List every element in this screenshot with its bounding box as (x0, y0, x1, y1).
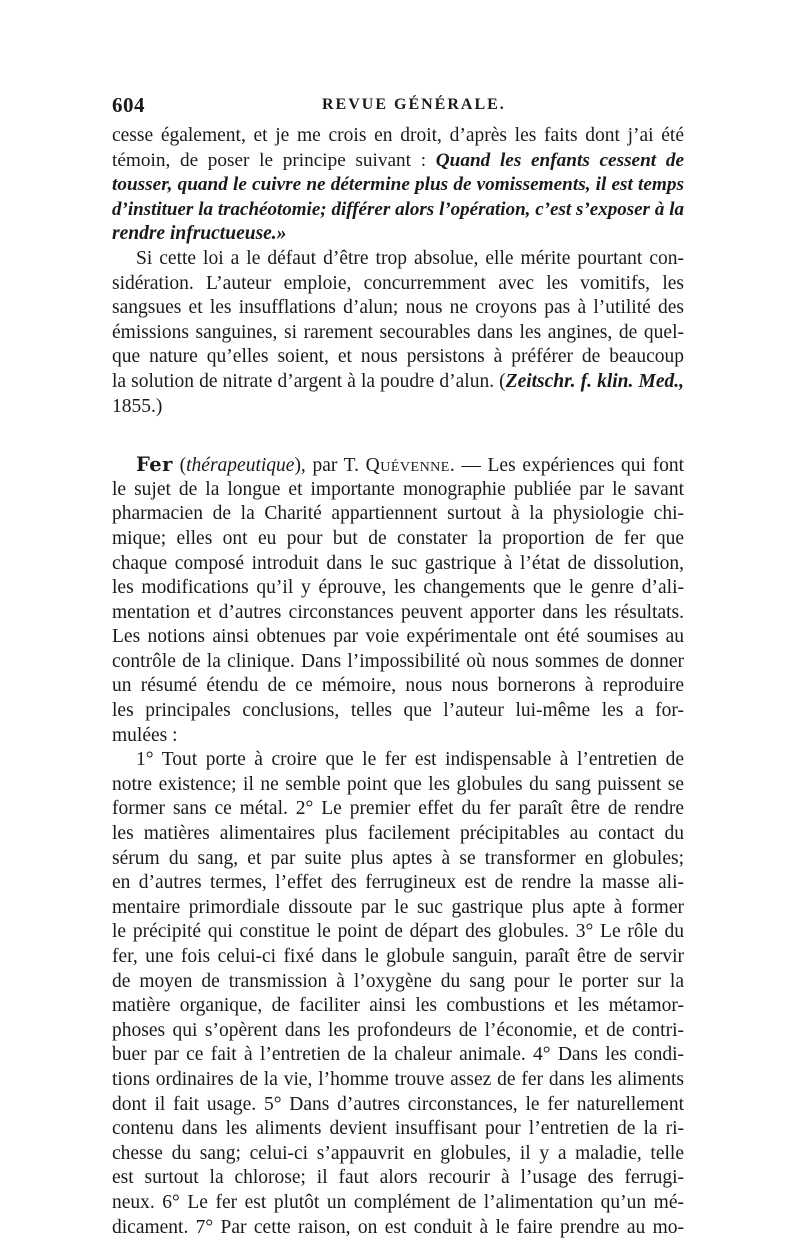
author-name: Quévenne (365, 455, 450, 477)
text-line: le sujet de la longue et importante monographie publiée par le savant (112, 478, 684, 500)
italic-line: d’instituer la trachéotomie; différer alors l’opération, c’est s’exposer à la (112, 198, 684, 220)
body-text (112, 124, 684, 1240)
text-line (112, 370, 684, 395)
text-line: les principales conclusions, telles que l’auteur lui-même les a for- (112, 700, 684, 722)
text-line: un résumé étendu de ce mémoire, nous nous bornerons à reproduire (112, 675, 684, 697)
text-line: notre existence; il ne semble point que les globules du sang puissent se (112, 773, 684, 795)
text-line: neux. 6° Le fer est plutôt un complément de l’alimentation qu’un mé- (112, 1191, 684, 1213)
text-line: le précipité qui constitue le point de départ des globules. 3° Le rôle du (112, 921, 684, 943)
text-line: buer par ce fait à l’entretien de la chaleur animale. 4° Dans les condi- (112, 1044, 684, 1066)
text-line: sidération. L’auteur emploie, concurremment avec les vomitifs, les (112, 272, 684, 294)
text-line: matière organique, de faciliter ainsi les combustions et les métamor- (112, 995, 684, 1017)
text-line: mentaire primordiale dissoute par le suc gastrique plus apte à former (112, 896, 684, 918)
text-line: est surtout la chlorose; il faut alors recourir à l’usage des ferrugi- (112, 1167, 684, 1189)
italic-line: rendre infructueuse.» (112, 223, 287, 245)
citation: Zeitschr. f. klin. Med., (505, 370, 684, 392)
section-subtitle: thérapeutique (186, 455, 295, 477)
text-line: de moyen de transmission à l’oxygène du sang pour le porter sur la (112, 970, 684, 992)
text-line: former sans ce métal. 2° Le premier effet du fer paraît être de rendre (112, 798, 684, 820)
text-line: 1855.) (112, 395, 163, 417)
text-line: mulées : (112, 724, 178, 746)
text-line: cesse également, et je me crois en droit, d’après les faits dont j’ai été (112, 125, 684, 146)
section-gap (112, 419, 684, 453)
text-line: chesse du sang; celui-ci s’appauvrit en globules, il y a maladie, telle (112, 1142, 684, 1164)
text-line: mique; elles ont eu pour but de constater la proportion de fer que (112, 527, 684, 549)
text-line: émissions sanguines, si rarement secourables dans les angines, de quel- (112, 321, 684, 343)
text-line: dicament. 7° Par cette raison, on est conduit à le faire prendre au mo- (112, 1216, 684, 1238)
text-line: dont il fait usage. 5° Dans d’autres circonstances, le fer naturellement (112, 1093, 684, 1115)
text-line: mentation et d’autres circonstances peuvent apporter dans les résultats. (112, 601, 684, 623)
running-title: REVUE GÉNÉRALE. (322, 96, 506, 113)
text-line: que nature qu’elles soient, et nous persistons à préférer de beaucoup (112, 346, 684, 368)
text-span: la solution de nitrate d’argent à la poudre d’alun. ( (112, 370, 506, 392)
italic-line: tousser, quand le cuivre ne détermine plus de vomissements, il est temps (112, 174, 684, 196)
text-line: contrôle de la clinique. Dans l’impossibilité où nous sommes de donner (112, 650, 684, 672)
text-span: ), par T. (294, 455, 366, 477)
text-span: . — Les expériences qui font (449, 455, 684, 477)
text-line: 1° Tout porte à croire que le fer est indispensable à l’entretien de (136, 749, 684, 771)
text-line: sérum du sang, et par suite plus aptes à se transformer en globules; (112, 847, 684, 869)
text-line: phoses qui s’opèrent dans les profondeurs de l’économie, et de contri- (112, 1019, 684, 1041)
page-header (112, 93, 682, 123)
text-line: Les notions ainsi obtenues par voie expérimentale ont été soumises au (112, 626, 684, 648)
text-span: témoin, de poser le principe suivant : (112, 149, 436, 171)
text-line: chaque composé introduit dans le suc gastrique à l’état de dissolution, (112, 552, 684, 574)
text-line: pharmacien de la Charité appartiennent surtout à la physiologie chi- (112, 503, 684, 525)
section-title: Fer (136, 453, 173, 477)
text-line: tions ordinaires de la vie, l’homme trouve assez de fer dans les aliments (112, 1068, 684, 1090)
text-line: les modifications qu’il y éprouve, les changements que le genre d’ali- (112, 577, 684, 599)
text-line (112, 149, 684, 174)
text-line: contenu dans les aliments devient insuffisant pour l’entretien de la ri- (112, 1118, 684, 1140)
text-line: fer, une fois celui-ci fixé dans le globule sanguin, paraît être de servir (112, 946, 684, 967)
italic-text: Quand les enfants cessent de (435, 149, 684, 171)
page-number: 604 (112, 93, 145, 117)
section-heading-line: Fer (thérapeutique), par T. Quévenne. — Les expériences qui font (136, 453, 684, 477)
text-line: Si cette loi a le défaut d’être trop absolue, elle mérite pourtant con- (136, 247, 684, 269)
text-line: en d’autres termes, l’effet des ferrugineux est de rendre la masse ali- (112, 872, 684, 894)
text-line: sangsues et les insufflations d’alun; nous ne croyons pas à l’utilité des (112, 297, 684, 319)
text-line: les matières alimentaires plus facilement précipitables au contact du (112, 823, 684, 845)
